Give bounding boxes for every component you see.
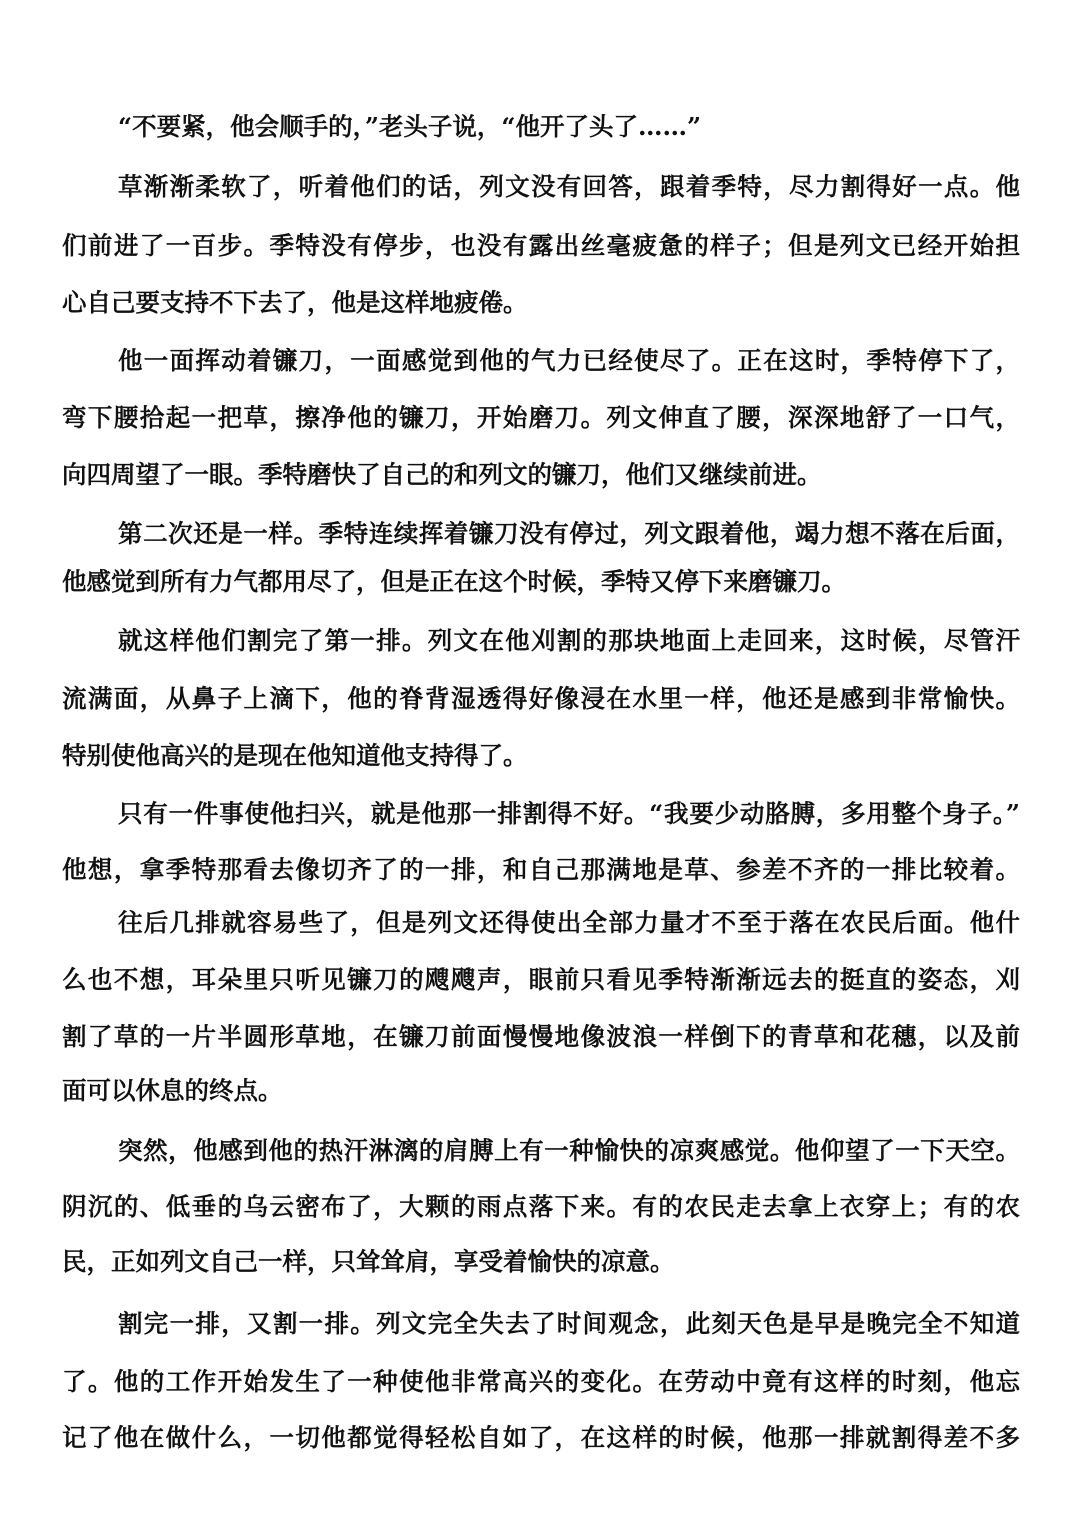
text-line: 他感觉到所有力气都用尽了，但是正在这个时候，季特又停下来磨镰刀。: [62, 567, 846, 596]
text-line: 就这样他们割完了第一排。列文在他刈割的那块地面上走回来，这时候，尽管汗: [118, 626, 1020, 655]
text-line: 割完一排，又割一排。列文完全失去了时间观念，此刻天色是早是晚完全不知道: [118, 1309, 1020, 1338]
text-line: 流满面，从鼻子上滴下，他的脊背湿透得好像浸在水里一样，他还是感到非常愉快。: [62, 684, 1020, 713]
text-line: 他一面挥动着镰刀，一面感觉到他的气力已经使尽了。正在这时，季特停下了，: [118, 346, 1020, 375]
text-line: 特别使他高兴的是现在他知道他支持得了。: [62, 741, 528, 770]
text-line: 割了草的一片半圆形草地，在镰刀前面慢慢地像波浪一样倒下的青草和花穗，以及前: [62, 1022, 1020, 1051]
text-line: 突然，他感到他的热汗淋漓的肩膊上有一种愉快的凉爽感觉。他仰望了一下天空。: [118, 1136, 1020, 1165]
text-line: 草渐渐柔软了，听着他们的话，列文没有回答，跟着季特，尽力割得好一点。他: [118, 172, 1020, 201]
text-line: 他想，拿季特那看去像切齐了的一排，和自己那满地是草、参差不齐的一排比较着。: [62, 855, 1020, 884]
text-line: 向四周望了一眼。季特磨快了自己的和列文的镰刀，他们又继续前进。: [62, 460, 822, 489]
text-line: 阴沉的、低垂的乌云密布了，大颗的雨点落下来。有的农民走去拿上衣穿上；有的农: [62, 1192, 1020, 1221]
text-line: 么也不想，耳朵里只听见镰刀的飕飕声，眼前只看见季特渐渐远去的挺直的姿态，刈: [62, 965, 1020, 994]
text-line: 面可以休息的终点。: [62, 1076, 283, 1105]
text-line: “不要紧，他会顺手的，”老头子说，“他开了头了……”: [118, 112, 702, 141]
text-line: 了。他的工作开始发生了一种使他非常高兴的变化。在劳动中竟有这样的时刻，他忘: [62, 1367, 1020, 1396]
text-line: 弯下腰拾起一把草，擦净他的镰刀，开始磨刀。列文伸直了腰，深深地舒了一口气，: [62, 403, 1020, 432]
text-line: 民，正如列文自己一样，只耸耸肩，享受着愉快的凉意。: [62, 1247, 675, 1276]
text-line: 们前进了一百步。季特没有停步，也没有露出丝毫疲惫的样子；但是列文已经开始担: [62, 231, 1020, 260]
text-line: 只有一件事使他扫兴，就是他那一排割得不好。“我要少动胳膊，多用整个身子。”: [118, 799, 1020, 828]
text-line: 心自己要支持不下去了，他是这样地疲倦。: [62, 288, 528, 317]
text-line: 往后几排就容易些了，但是列文还得使出全部力量才不至于落在农民后面。他什: [118, 908, 1020, 937]
text-line: 记了他在做什么，一切他都觉得轻松自如了，在这样的时候，他那一排就割得差不多: [62, 1423, 1020, 1452]
text-line: 第二次还是一样。季特连续挥着镰刀没有停过，列文跟着他，竭力想不落在后面，: [118, 519, 1020, 548]
